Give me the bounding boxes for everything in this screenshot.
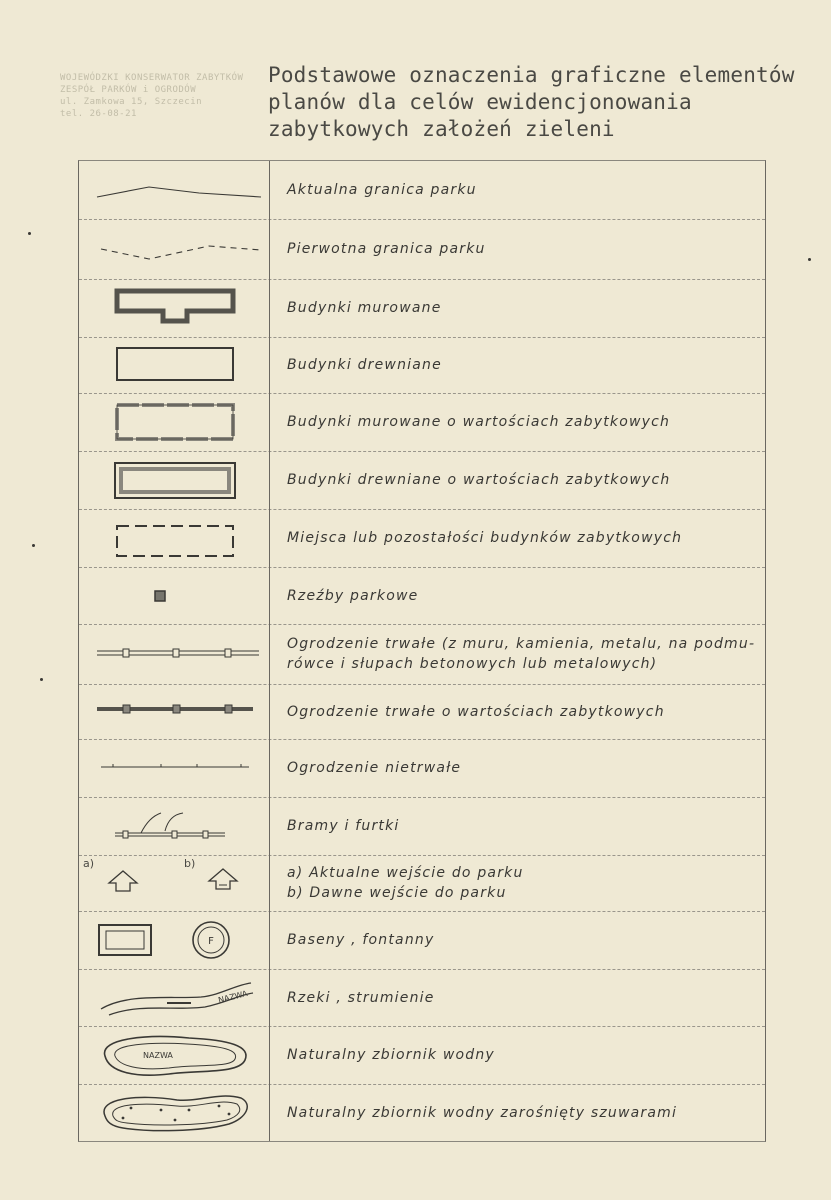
legend-text: Naturalny zbiornik wodny zarośnięty szuwarami	[287, 1104, 678, 1121]
paper-speck	[808, 258, 811, 261]
entrances-symbol	[79, 855, 270, 911]
page-title	[268, 62, 795, 143]
title-line: zabytkowych założeń zieleni	[268, 117, 615, 141]
river-symbol	[79, 969, 270, 1026]
stamp-line: tel. 26-08-21	[60, 109, 137, 119]
fountain-mark: F	[208, 936, 214, 947]
legend-text-cont: b) Dawne wejście do parku	[287, 885, 507, 901]
masonry-building-symbol	[79, 279, 270, 337]
original-boundary-symbol	[79, 219, 270, 279]
wooden-building-symbol	[79, 337, 270, 393]
sculpture-symbol	[79, 567, 270, 624]
legend-table	[78, 160, 766, 1142]
legend-text: Ogrodzenie trwałe o wartościach zabytkowych	[287, 703, 665, 720]
paper-speck	[28, 232, 31, 235]
legend-row	[79, 567, 765, 625]
legend-row	[79, 969, 765, 1027]
legend-row	[79, 1084, 765, 1141]
pond-label: NAZWA	[143, 1051, 173, 1060]
legend-text: Miejsca lub pozostałości budynków zabytkowych	[287, 530, 683, 546]
stamp-line: WOJEWÓDZKI KONSERWATOR ZABYTKÓW	[60, 73, 244, 83]
label-b: b)	[184, 857, 196, 870]
legend-text: a) Aktualne wejście do parku	[287, 865, 524, 881]
legend-text: Rzeźby parkowe	[287, 587, 419, 604]
legend-row	[79, 855, 765, 912]
permanent-fence-symbol	[79, 624, 270, 684]
stamp-line: ZESPÓŁ PARKÓW i OGRODÓW	[60, 85, 197, 95]
legend-row	[79, 219, 765, 280]
historic-fence-symbol	[79, 684, 270, 739]
overgrown-water-body-symbol	[79, 1084, 270, 1141]
historic-wooden-building-symbol	[79, 451, 270, 509]
title-line: Podstawowe oznaczenia graficzne elementów	[268, 63, 795, 87]
historic-masonry-building-symbol	[79, 393, 270, 451]
title-line: planów dla celów ewidencjonowania	[268, 90, 692, 114]
legend-text-cont: rówce i słupach betonowych lub metalowych)	[287, 656, 658, 672]
legend-text: Naturalny zbiornik wodny	[287, 1047, 495, 1063]
legend-row	[79, 279, 765, 338]
institution-stamp	[60, 72, 260, 120]
river-label: NAZWA	[217, 988, 249, 1005]
gates-symbol	[79, 797, 270, 855]
pool-fountain-symbol	[79, 911, 270, 969]
legend-text: Budynki drewniane	[287, 357, 442, 373]
label-a: a)	[83, 857, 95, 870]
stamp-line: ul. Zamkowa 15, Szczecin	[60, 97, 203, 107]
legend-text: Rzeki , strumienie	[287, 989, 435, 1006]
legend-text: Budynki murowane	[287, 300, 442, 316]
building-remains-symbol	[79, 509, 270, 567]
legend-row	[79, 797, 765, 856]
legend-row	[79, 337, 765, 394]
legend-row	[79, 161, 765, 220]
legend-text: Aktualna granica parku	[287, 182, 477, 198]
temporary-fence-symbol	[79, 739, 270, 797]
legend-row	[79, 739, 765, 798]
legend-row	[79, 451, 765, 510]
legend-text: Baseny , fontanny	[287, 932, 435, 948]
water-body-symbol	[79, 1026, 270, 1084]
legend-row	[79, 393, 765, 452]
legend-row	[79, 509, 765, 568]
legend-row	[79, 684, 765, 740]
legend-text: Ogrodzenie nietrwałe	[287, 760, 462, 776]
legend-text: Budynki drewniane o wartościach zabytkowych	[287, 472, 671, 488]
legend-row	[79, 911, 765, 970]
paper-speck	[40, 678, 43, 681]
legend-text: Bramy i furtki	[287, 818, 400, 834]
current-boundary-symbol	[79, 161, 270, 219]
legend-row	[79, 624, 765, 685]
legend-text: Ogrodzenie trwałe (z muru, kamienia, metalu, na podmu-	[287, 636, 756, 652]
paper-speck	[32, 544, 35, 547]
legend-row	[79, 1026, 765, 1085]
legend-text: Pierwotna granica parku	[287, 241, 486, 257]
legend-text: Budynki murowane o wartościach zabytkowych	[287, 414, 671, 430]
